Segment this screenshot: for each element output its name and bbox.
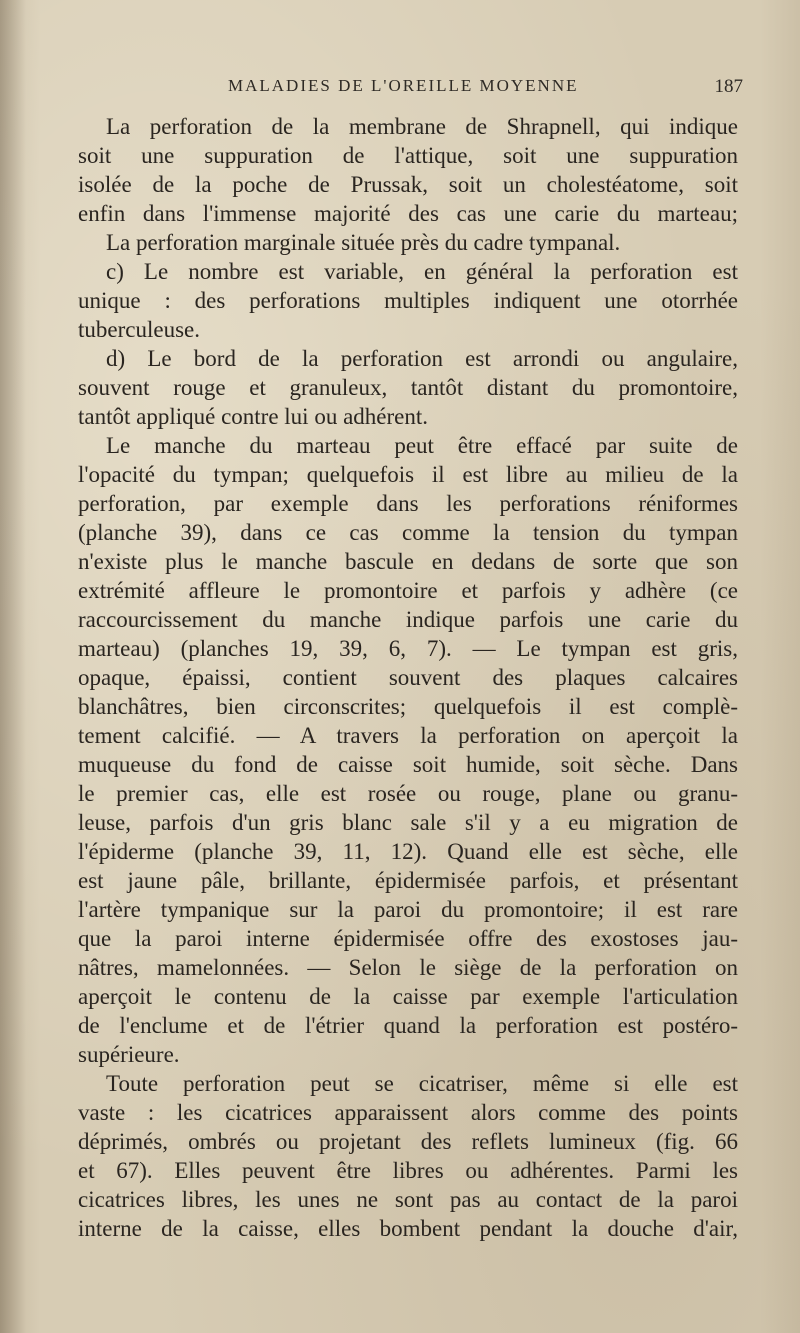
body-text: [78, 112, 738, 1243]
text-line: n'existe plus le manche bascule en dedans de sorte que son: [78, 549, 738, 574]
text-line: c) Le nombre est variable, en général la perforation est: [106, 259, 738, 284]
text-line: unique : des perforations multiples indiquent une otorrhée: [78, 288, 738, 313]
text-line: aperçoit le contenu de la caisse par exemple l'articulation: [78, 984, 738, 1009]
text-line: de l'enclume et de l'étrier quand la perforation est postéro-: [78, 1013, 738, 1038]
page-binding-shadow: [0, 0, 26, 1333]
text-line: supérieure.: [78, 1042, 180, 1067]
text-line: l'épiderme (planche 39, 11, 12). Quand elle est sèche, elle: [78, 839, 738, 864]
text-line: La perforation marginale située près du cadre tympanal.: [106, 230, 621, 255]
page-header: [78, 72, 743, 102]
text-line: Toute perforation peut se cicatriser, même si elle est: [106, 1071, 738, 1096]
text-line: isolée de la poche de Prussak, soit un cholestéatome, soit: [78, 172, 738, 197]
text-line: nâtres, mamelonnées. — Selon le siège de la perforation on: [78, 955, 738, 980]
text-line: raccourcissement du manche indique parfois une carie du: [78, 607, 738, 632]
text-line: marteau) (planches 19, 39, 6, 7). — Le tympan est gris,: [78, 636, 738, 661]
text-line: l'artère tympanique sur la paroi du promontoire; il est rare: [78, 897, 738, 922]
text-line: tement calcifié. — A travers la perforation on aperçoit la: [78, 723, 738, 748]
text-line: extrémité affleure le promontoire et parfois y adhère (ce: [78, 578, 738, 603]
text-line: déprimés, ombrés ou projetant des reflets lumineux (fig. 66: [78, 1129, 738, 1154]
text-line: Le manche du marteau peut être effacé par suite de: [106, 433, 738, 458]
text-line: souvent rouge et granuleux, tantôt distant du promontoire,: [78, 375, 738, 400]
text-line: muqueuse du fond de caisse soit humide, soit sèche. Dans: [78, 752, 738, 777]
text-line: soit une suppuration de l'attique, soit une suppuration: [78, 143, 738, 168]
text-line: l'opacité du tympan; quelquefois il est libre au milieu de la: [78, 462, 738, 487]
running-title: MALADIES DE L'OREILLE MOYENNE: [228, 76, 579, 95]
text-line: blanchâtres, bien circonscrites; quelquefois il est complè-: [78, 694, 738, 719]
text-line: perforation, par exemple dans les perforations réniformes: [78, 491, 738, 516]
text-line: (planche 39), dans ce cas comme la tension du tympan: [78, 520, 738, 545]
text-line: d) Le bord de la perforation est arrondi ou angulaire,: [106, 346, 738, 371]
text-line: tantôt appliqué contre lui ou adhérent.: [78, 404, 428, 429]
text-line: opaque, épaissi, contient souvent des plaques calcaires: [78, 665, 738, 690]
text-line: leuse, parfois d'un gris blanc sale s'il y a eu migration de: [78, 810, 738, 835]
text-line: le premier cas, elle est rosée ou rouge, plane ou granu-: [78, 781, 738, 806]
text-line: que la paroi interne épidermisée offre des exostoses jau-: [78, 926, 738, 951]
text-line: est jaune pâle, brillante, épidermisée parfois, et présentant: [78, 868, 738, 893]
text-line: cicatrices libres, les unes ne sont pas au contact de la paroi: [78, 1187, 738, 1212]
text-line: interne de la caisse, elles bombent pendant la douche d'air,: [78, 1216, 738, 1241]
text-line: vaste : les cicatrices apparaissent alors comme des points: [78, 1100, 738, 1125]
text-line: et 67). Elles peuvent être libres ou adhérentes. Parmi les: [78, 1158, 738, 1183]
page-number: 187: [714, 76, 743, 97]
text-line: tuberculeuse.: [78, 317, 200, 342]
text-line: La perforation de la membrane de Shrapnell, qui indique: [106, 114, 738, 139]
text-line: enfin dans l'immense majorité des cas une carie du marteau;: [78, 201, 738, 226]
